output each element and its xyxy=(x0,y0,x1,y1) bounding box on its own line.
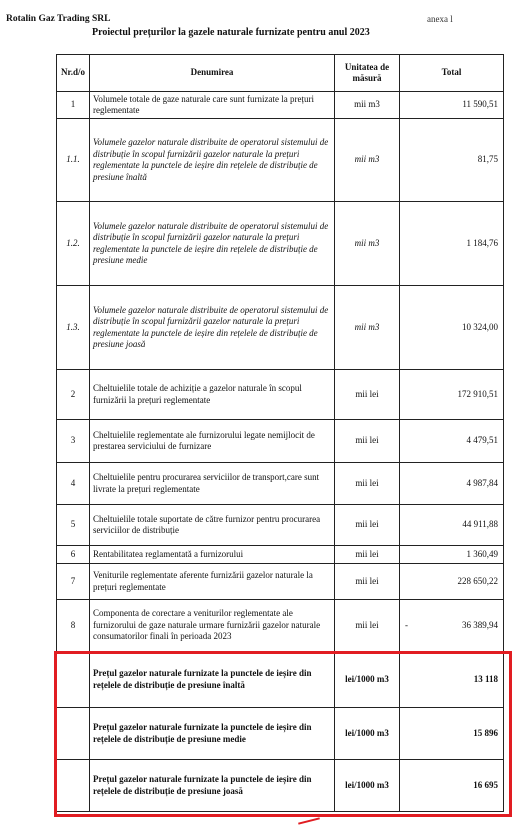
col-header-nr: Nr.d/o xyxy=(57,55,90,92)
row-number: 8 xyxy=(57,600,90,652)
row-number: 2 xyxy=(57,370,90,420)
pen-mark xyxy=(298,817,320,824)
row-name: Componenta de corectare a veniturilor reglementate ale furnizorului de gaze naturale urmare furnizării gazelor naturale consumatorilor finali în perioada 2023 xyxy=(90,600,335,652)
row-number xyxy=(57,708,90,760)
row-name: Volumele gazelor naturale distribuite de operatorul sistemului de distribuție în scopul furnizării gazelor naturale la prețuri reglementate la punctele de ieșire din rețelele de distribuție de presiune înaltă xyxy=(90,119,335,202)
col-header-name: Denumirea xyxy=(90,55,335,92)
row-unit: lei/1000 m3 xyxy=(335,708,400,760)
row-unit: mii m3 xyxy=(335,119,400,202)
row-name: Prețul gazelor naturale furnizate la punctele de ieșire din rețelele de distribuție de presiune joasă xyxy=(90,760,335,812)
row-name: Volumele gazelor naturale distribuite de operatorul sistemului de distribuție în scopul furnizării gazelor naturale la prețuri reglementate la punctele de ieșire din rețelele de distribuție de presiune medie xyxy=(90,202,335,286)
row-unit: mii lei xyxy=(335,463,400,505)
row-total: 228 650,22 xyxy=(400,564,504,600)
row-total: 44 911,88 xyxy=(400,505,504,546)
row-unit: mii lei xyxy=(335,564,400,600)
row-unit: mii lei xyxy=(335,546,400,564)
table-row xyxy=(57,564,504,600)
row-number xyxy=(57,652,90,708)
row-name: Cheltuielile reglementate ale furnizorului legate nemijlocit de prestarea serviciului de furnizare xyxy=(90,420,335,463)
table-row xyxy=(57,760,504,812)
row-number: 3 xyxy=(57,420,90,463)
row-total: 4 987,84 xyxy=(400,463,504,505)
row-name: Cheltuielile totale suportate de către furnizor pentru procurarea serviciilor de distribuție xyxy=(90,505,335,546)
row-unit: mii m3 xyxy=(335,286,400,370)
row-total: 81,75 xyxy=(400,119,504,202)
row-total: 16 695 xyxy=(400,760,504,812)
row-name: Prețul gazelor naturale furnizate la punctele de ieșire din rețelele de distribuție de presiune medie xyxy=(90,708,335,760)
row-unit: lei/1000 m3 xyxy=(335,652,400,708)
row-name: Prețul gazelor naturale furnizate la punctele de ieșire din rețelele de distribuție de presiune înaltă xyxy=(90,652,335,708)
row-total: 1 184,76 xyxy=(400,202,504,286)
row-total: 15 896 xyxy=(400,708,504,760)
table-row xyxy=(57,370,504,420)
row-total: 4 479,51 xyxy=(400,420,504,463)
dash-mark: - xyxy=(405,619,408,630)
row-total: 10 324,00 xyxy=(400,286,504,370)
row-unit: lei/1000 m3 xyxy=(335,760,400,812)
row-number: 1.1. xyxy=(57,119,90,202)
table-row xyxy=(57,652,504,708)
row-total: 13 118 xyxy=(400,652,504,708)
row-name: Rentabilitatea reglamentată a furnizorului xyxy=(90,546,335,564)
row-unit: mii m3 xyxy=(335,92,400,119)
row-total: 1 360,49 xyxy=(400,546,504,564)
row-number xyxy=(57,760,90,812)
table-row xyxy=(57,505,504,546)
row-unit: mii m3 xyxy=(335,202,400,286)
document-title: Proiectul prețurilor la gazele naturale furnizate pentru anul 2023 xyxy=(92,27,370,38)
table-row xyxy=(57,119,504,202)
row-name: Cheltuielile totale de achiziție a gazelor naturale în scopul furnizării la prețuri reglementate xyxy=(90,370,335,420)
row-total-value: 36 389,94 xyxy=(462,619,498,630)
row-total: 172 910,51 xyxy=(400,370,504,420)
table-row xyxy=(57,600,504,652)
table-row xyxy=(57,202,504,286)
row-name: Volumele totale de gaze naturale care sunt furnizate la prețuri reglementate xyxy=(90,92,335,119)
table-row xyxy=(57,463,504,505)
table-row xyxy=(57,708,504,760)
row-number: 4 xyxy=(57,463,90,505)
table-row xyxy=(57,546,504,564)
table-row xyxy=(57,420,504,463)
row-number: 7 xyxy=(57,564,90,600)
row-unit: mii lei xyxy=(335,505,400,546)
tariff-table xyxy=(56,54,504,812)
row-number: 6 xyxy=(57,546,90,564)
row-unit: mii lei xyxy=(335,600,400,652)
row-name: Volumele gazelor naturale distribuite de operatorul sistemului de distribuție în scopul furnizării gazelor naturale la prețuri reglementate la punctele de ieșire din rețelele de distribuție de presiune joasă xyxy=(90,286,335,370)
row-unit: mii lei xyxy=(335,420,400,463)
row-unit: mii lei xyxy=(335,370,400,420)
table-header-row xyxy=(57,55,504,92)
col-header-total: Total xyxy=(400,55,504,92)
row-number: 1 xyxy=(57,92,90,119)
table-row xyxy=(57,92,504,119)
company-name: Rotalin Gaz Trading SRL xyxy=(6,14,111,24)
table-row xyxy=(57,286,504,370)
row-total: 11 590,51 xyxy=(400,92,504,119)
row-number: 1.2. xyxy=(57,202,90,286)
row-total xyxy=(400,600,504,652)
row-name: Cheltuielile pentru procurarea serviciilor de transport,care sunt livrate la prețuri reglementate xyxy=(90,463,335,505)
col-header-unit: Unitatea de măsură xyxy=(335,55,400,92)
row-name: Veniturile reglementate aferente furnizării gazelor naturale la prețuri reglementate xyxy=(90,564,335,600)
annex-label: anexa l xyxy=(427,14,453,24)
row-number: 1.3. xyxy=(57,286,90,370)
row-number: 5 xyxy=(57,505,90,546)
